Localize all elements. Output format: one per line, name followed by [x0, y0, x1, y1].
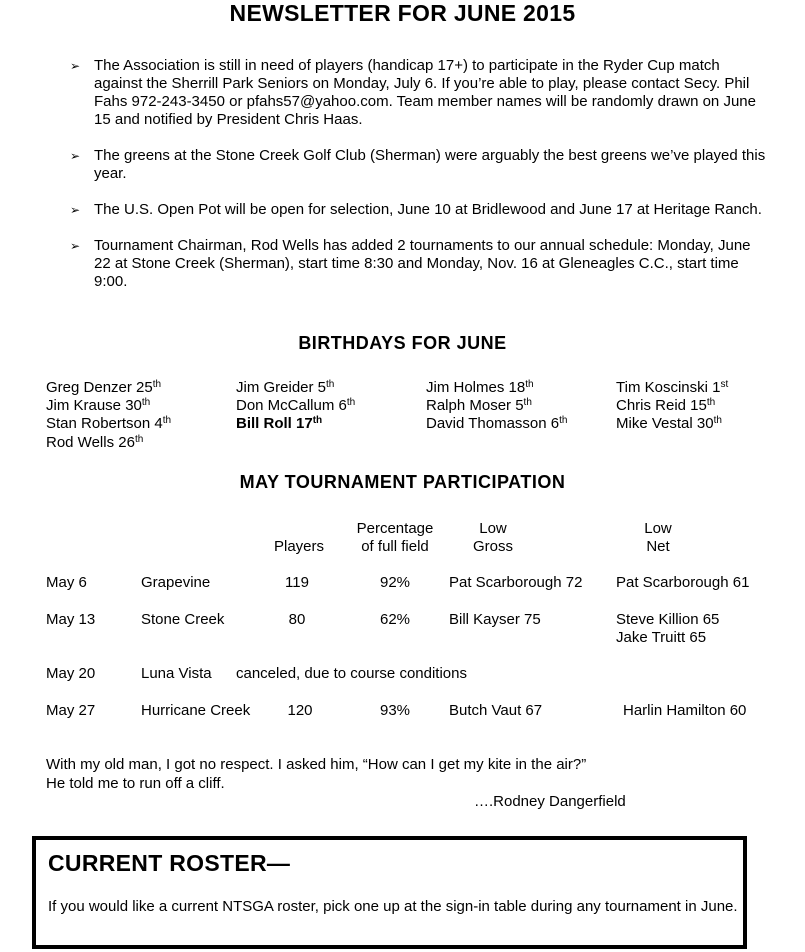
row-course: Stone Creek: [141, 611, 225, 628]
row-low-gross: Bill Kayser 75: [449, 611, 541, 628]
row-percentage: 62%: [379, 611, 411, 628]
quote-line: He told me to run off a cliff.: [46, 775, 225, 792]
announcement-item: [70, 201, 770, 219]
birthday-entry: Ralph Moser 5th: [426, 397, 532, 414]
announcement-text: The U.S. Open Pot will be open for selection, June 10 at Bridlewood and June 17 at Heritage Ranch.: [94, 201, 762, 218]
header-net-line2: Net: [646, 538, 670, 555]
row-date: May 13: [46, 611, 96, 628]
quote-author: ….Rodney Dangerfield: [474, 793, 626, 810]
announcement-item: [70, 237, 770, 291]
tournament-heading: MAY TOURNAMENT PARTICIPATION: [239, 472, 566, 492]
row-date: May 27: [46, 702, 96, 719]
birthday-entry: Jim Holmes 18th: [426, 379, 534, 396]
row-low-gross: Butch Vaut 67: [449, 702, 543, 719]
quote-line: With my old man, I got no respect. I asked him, “How can I get my kite in the air?”: [46, 756, 587, 773]
row-date: May 6: [46, 574, 87, 591]
row-low-gross: Pat Scarborough 72: [449, 574, 583, 591]
announcement-text: Tournament Chairman, Rod Wells has added 2 tournaments to our annual schedule: Monday, June 22 at Stone Creek (Sherman), start time 8:30 and Monday, Nov. 16 at Gleneagles C.C., start time 9:00.: [94, 237, 751, 290]
row-percentage: 92%: [379, 574, 411, 591]
birthdays-heading: BIRTHDAYS FOR JUNE: [298, 333, 507, 353]
roster-title: CURRENT ROSTER—: [48, 850, 291, 876]
announcement-text: The Association is still in need of players (handicap 17+) to participate in the Ryder Cup match against the Sherrill Park Seniors on Monday, July 6. If you’re able to play, please contact Secy. Phil Fahs 972-243-3450 or pfahs57@yahoo.com. Team member names will be randomly drawn on June 15 and notified by President Chris Haas.: [94, 57, 756, 128]
announcement-item: [70, 57, 770, 129]
birthday-entry: Tim Koscinski 1st: [616, 379, 729, 396]
roster-box: [32, 836, 747, 949]
birthday-entry: Mike Vestal 30th: [616, 415, 722, 432]
birthday-entry: Don McCallum 6th: [236, 397, 356, 414]
header-players: Players: [274, 538, 325, 555]
row-course: Grapevine: [141, 574, 211, 591]
row-low-net: Harlin Hamilton 60: [623, 702, 747, 719]
announcement-text: The greens at the Stone Creek Golf Club (Sherman) were arguably the best greens we’ve played this year.: [94, 147, 766, 182]
header-percentage-line2: of full field: [361, 538, 429, 555]
row-players: 80: [288, 611, 306, 628]
birthday-entry: David Thomasson 6th: [426, 415, 568, 432]
announcement-list: [70, 57, 770, 309]
birthday-entry: Jim Greider 5th: [236, 379, 335, 396]
row-course: Luna Vista: [141, 665, 212, 682]
birthday-entry: Stan Robertson 4th: [46, 415, 172, 432]
header-gross-line2: Gross: [472, 538, 513, 555]
arrow-bullet-icon: ➢: [70, 239, 81, 253]
row-note: canceled, due to course conditions: [236, 665, 467, 682]
row-date: May 20: [46, 665, 96, 682]
newsletter-title: NEWSLETTER FOR JUNE 2015: [229, 0, 576, 26]
header-percentage-line1: Percentage: [356, 520, 434, 537]
birthday-entry: Rod Wells 26th: [46, 434, 144, 451]
row-low-net: Pat Scarborough 61: [616, 574, 750, 591]
row-course: Hurricane Creek: [141, 702, 251, 719]
birthday-entry: Chris Reid 15th: [616, 397, 716, 414]
arrow-bullet-icon: ➢: [70, 59, 81, 73]
arrow-bullet-icon: ➢: [70, 203, 81, 217]
header-gross-line1: Low: [479, 520, 507, 537]
roster-text: If you would like a current NTSGA roster, pick one up at the sign-in table during any tournament in June.: [48, 898, 738, 915]
birthday-entry: Jim Krause 30th: [46, 397, 151, 414]
arrow-bullet-icon: ➢: [70, 149, 81, 163]
row-percentage: 93%: [379, 702, 411, 719]
row-low-net-second: Jake Truitt 65: [616, 629, 707, 646]
birthday-entry: Greg Denzer 25th: [46, 379, 162, 396]
row-players: 119: [285, 574, 309, 591]
row-low-net: Steve Killion 65: [616, 611, 720, 628]
header-net-line1: Low: [644, 520, 672, 537]
birthday-entry-highlighted: Bill Roll 17th: [236, 415, 323, 432]
announcement-item: [70, 147, 770, 183]
row-players: 120: [287, 702, 313, 719]
